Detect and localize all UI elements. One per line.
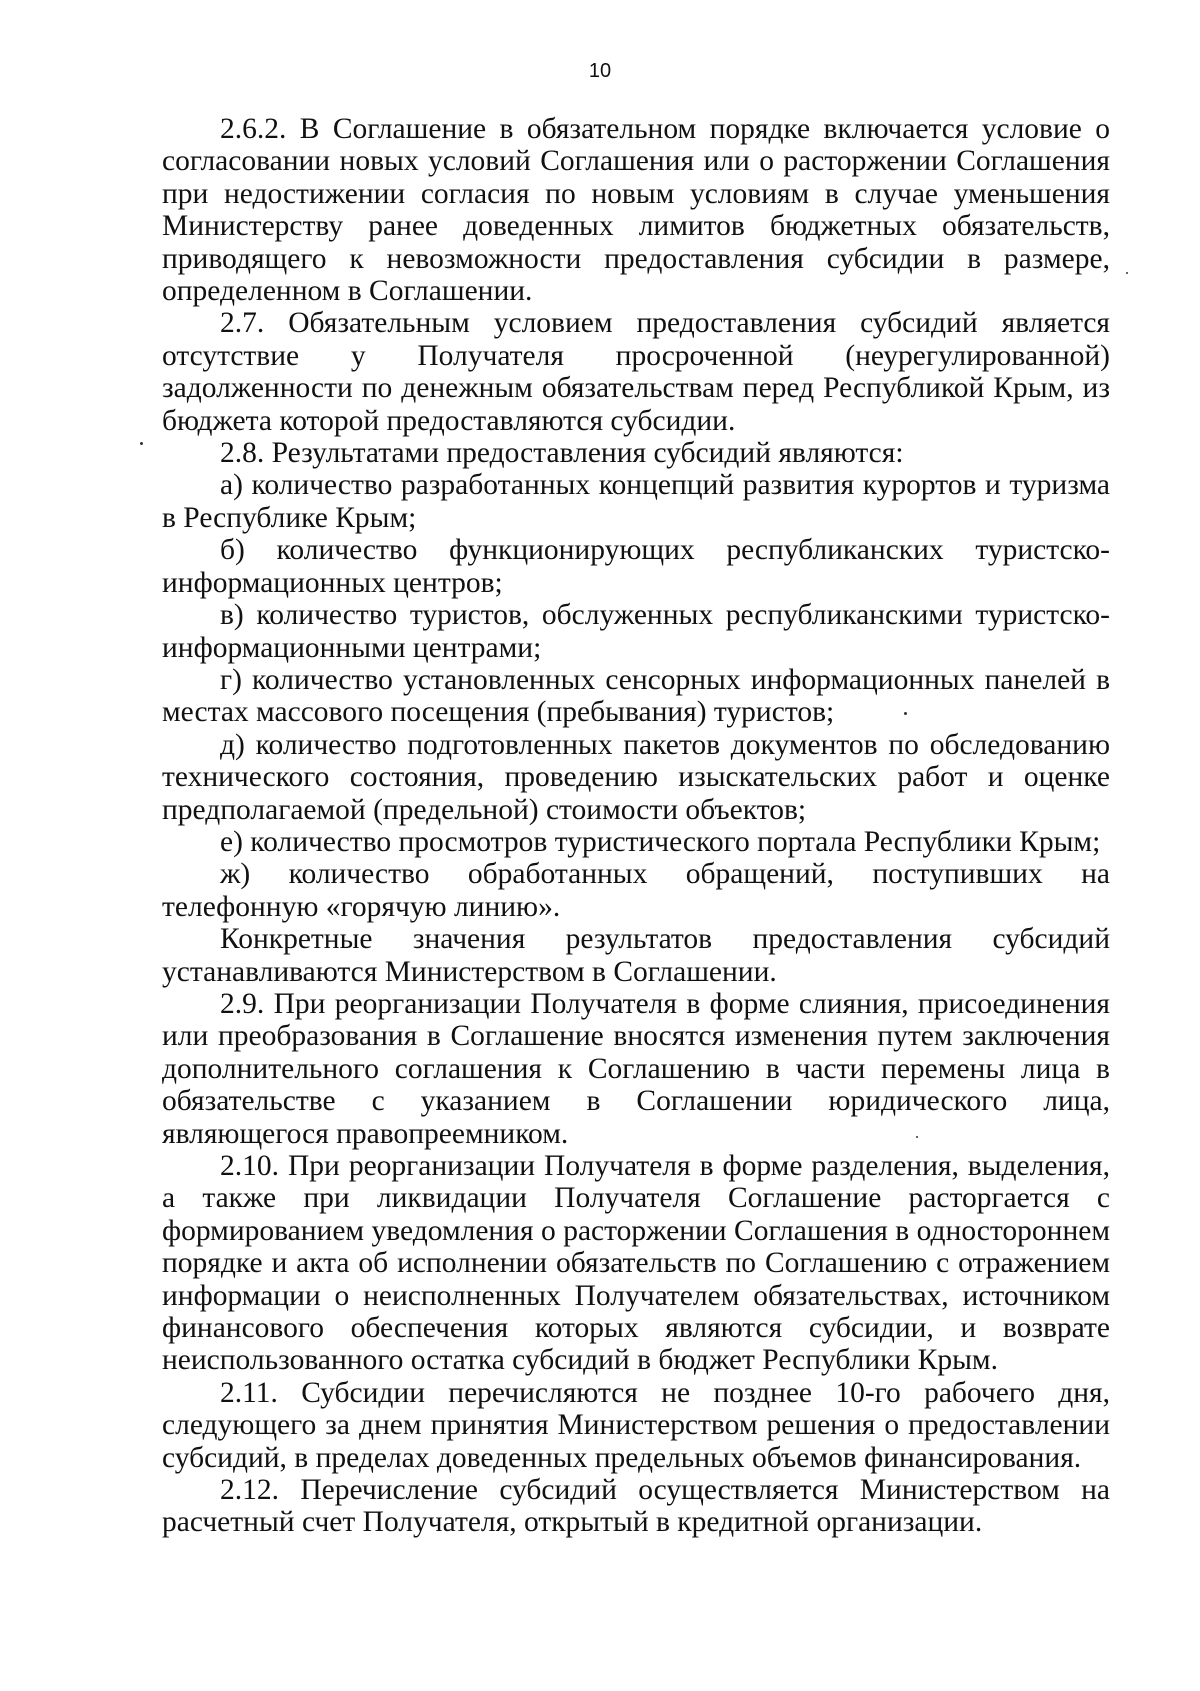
scan-speck — [916, 1136, 918, 1138]
scan-speck — [904, 712, 907, 715]
list-item-e: е) количество просмотров туристического портала Республики Крым; — [220, 825, 1101, 858]
list-item-g: г) количество установленных сенсорных информационных панелей в местах массового посещения (пребывания) туристов; — [162, 663, 1110, 729]
list-item-b: б) количество функционирующих республиканских туристско-информационных центров; — [162, 534, 1110, 599]
page-number: 10 — [588, 60, 612, 82]
scan-speck — [140, 442, 143, 445]
paragraph-2-8: 2.8. Результатами предоставления субсидий являются: — [220, 437, 904, 470]
paragraph-2-7: 2.7. Обязательным условием предоставления субсидий является отсутствие у Получателя просроченной (неурегулированной) задолженности по денежным обязательствам перед Республикой Крым, из бюджета которой предоставляются субсидии. — [162, 307, 1110, 437]
paragraph-2-10: 2.10. При реорганизации Получателя в форме разделения, выделения, а также при ликвидации Получателя Соглашение расторгается с формированием уведомления о расторжении Соглашения в одностороннем порядке и акта об исполнении обязательств по Соглашению с отражением информации о неисполненных Получателем обязательствах, источником финансового обеспечения которых являются субсидии, и возврате неиспользованного остатка субсидий в бюджет Республики Крым. — [162, 1150, 1110, 1377]
document-body — [162, 113, 1110, 1539]
list-item-a: а) количество разработанных концепций развития курортов и туризма в Республике Крым; — [162, 469, 1110, 534]
paragraph-2-9: 2.9. При реорганизации Получателя в форме слияния, присоединения или преобразования в Соглашение вносятся изменения путем заключения дополнительного соглашения к Соглашению в части перемены лица в обязательстве с указанием в Соглашении юридического лица, являющегося правопреемником. — [162, 987, 1110, 1150]
list-item-zh: ж) количество обработанных обращений, поступивших на телефонную «горячую линию». — [162, 858, 1110, 923]
paragraph-2-6-2: 2.6.2. В Соглашение в обязательном порядке включается условие о согласовании новых условий Соглашения или о расторжении Соглашения при недостижении согласия по новым условиям в случае уменьшения Министерству ранее доведенных лимитов бюджетных обязательств, приводящего к невозможности предоставления субсидии в размере, определенном в Соглашении. — [162, 113, 1110, 308]
paragraph-2-11: 2.11. Субсидии перечисляются не позднее 10-го рабочего дня, следующего за днем принятия Министерством решения о предоставлении субсидий, в пределах доведенных предельных объемов финансирования. — [162, 1376, 1110, 1474]
paragraph-2-12: 2.12. Перечисление субсидий осуществляется Министерством на расчетный счет Получателя, открытый в кредитной организации. — [162, 1474, 1110, 1539]
scan-speck — [1126, 272, 1128, 274]
list-item-d: д) количество подготовленных пакетов документов по обследованию технического состояния, проведению изыскательских работ и оценке предполагаемой (предельной) стоимости объектов; — [162, 728, 1110, 826]
list-item-v: в) количество туристов, обслуженных республиканскими туристско-информационными центрами; — [162, 599, 1110, 664]
paragraph-results-values: Конкретные значения результатов предоставления субсидий устанавливаются Министерством в Соглашении. — [162, 923, 1110, 988]
